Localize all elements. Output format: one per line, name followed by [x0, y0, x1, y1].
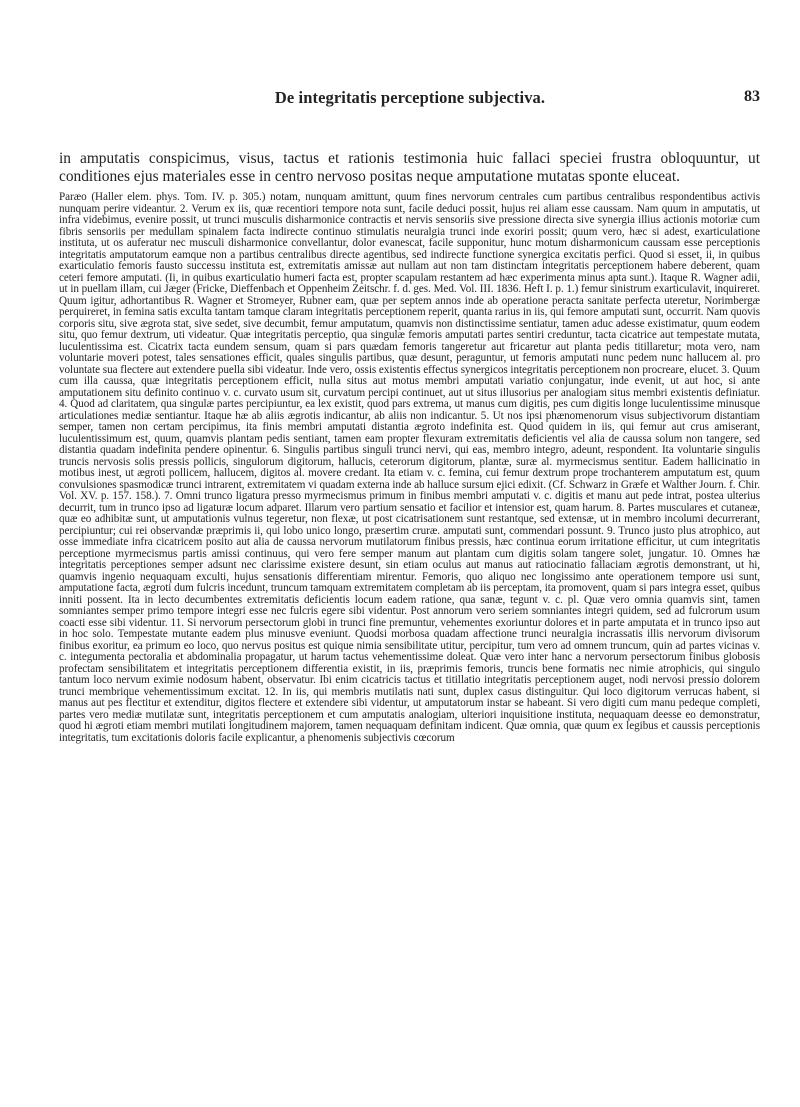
- footnote-paragraph: Paræo (Haller elem. phys. Tom. IV. p. 305.) notam, nunquam amittunt, quum fines nervorum centrales cum partibus centralibus respondentibus activis nunquam perire videantur. 2. Verum ex iis, quæ recentiori tempore nota sunt, facile deduci possit, hujus rei aliam esse caussam. Nam quum in amputatis, ut infra videbimus, evenire possit, ut trunci musculis disharmonice contractis et nervis sensoriis sive pressione directa sive synergia illius actionis motoriæ cum fibris sensoriis per medullam spinalem facta indirecte continuo stimulatis neuralgia trunci inde exoriri possit; quum vero, hæc si adest, exarticulatione instituta, ut os auferatur nec musculi disharmonice convellantur, dolor evanescat, facile supponitur, hunc motum disharmonicum caussam esse perceptionis integritatis amputatorum eamque non a partibus centralibus directe agentibus, sed indirecte functione synergica excitatis perfici. Quod si esset, ii, in quibus exarticulatio femoris fausto successu instituta est, extremitatis amissæ aut nullam aut non tam distinctam integritatis perceptionem habere deberent, quam ceteri femore amputati. (Ii, in quibus exarticulatio humeri facta est, propter scapulam restantem ad hæc experimenta minus apta sunt.). Itaque R. Wagner adii, ut in puellam illam, cui Jæger (Fricke, Dieffenbach et Oppenheim Zeitschr. f. d. ges. Med. Vol. III. 1836. Heft I. p. 1.) femur sinistrum exarticulavit, inquireret. Quum igitur, adhortantibus R. Wagner et Stromeyer, Rubner eam, quæ per septem annos inde ab operatione peracta sanitate perfecta uteretur, Norimbergæ perquireret, in femina satis exculta tantam tamque claram integritatis perceptionem reperit, quanta rarius in iis, qui femore amputati sunt, occurrit. Nam quovis corporis situ, sive ægrota stat, sive sedet, sive decumbit, femur amputatum, quamvis non distinctissime sentiatur, tamen aduc adesse existimatur, quum eodem situ, quo femur dextrum, uti videatur. Quæ integritatis perceptio, qua singulæ femoris amputati partes sentiri creduntur, tacta cicatrice aut tempestate mutata, luculentissima est. Cicatrix tacta eundem sensum, quam si pars quædam femoris tangeretur aut fricaretur aut planta pedis titillaretur; mota vero, nam voluntarie moveri potest, tales sensationes efficit, quales singulis partibus, quæ desunt, peraguntur, ut femoris amputati nunc pedem nunc hallucem al. pro voluntate sua flectere aut extendere puella sibi videatur. Inde vero, ossis existentis effectus synergicos integritatis perceptionem non procreare, elucet. 3. Quum cum illa caussa, quæ integritatis perceptionem efficit, nulla situs aut motus membri amputati variatio conjungatur, inde evenit, ut aut hoc, si ante amputationem situ definito continuo v. c. curvato usum sit, curvatum percipi continuet, aut ut situs illusorius per analogiam situs membri existentis definiatur. 4. Quod ad claritatem, qua singulæ partes percipiuntur, ea lex existit, quod pars extrema, ut manus cum digitis, pes cum digitis longe luculentissime minusque articulationes mediæ sentiantur. Itaque hæ ab aliis ægrotis indicantur, ab aliis non indicantur. 5. Ut nos ipsi phænomenorum visus subjectivorum distantiam semper, tamen non certam percipimus, ita finis membri amputati distantia ægroto indefinita est. Quod quidem in iis, qui femur aut crus amiserant, luculentissimum est, quum, quamvis plantam pedis sentiant, tamen eam propter flexuram extremitatis deficientis vel alia de caussa solum non tangere, sed distantia quadam indefinita pendere opinentur. 6. Singulis partibus singuli trunci nervi, qui eas, membro integro, adeunt, respondent. Ita voluntarie singulis truncis nervosis solis pressis pollicis, singulorum digitorum, hallucis, ceterorum digitorum, plantæ, suræ al. myrmecismus sentitur. Eadem hallicinatio in motibus inest, ut ægroti pollicem, hallucem, digitos al. movere credant. Ita etiam v. c. femina, cui femur dextrum prope trochanterem amputatum est, quum convulsiones spasmodicæ trunci intrarent, extremitatem vi quadam externa inde ab halluce sursum ejici edixit. (Cf. Schwarz in Græfe et Walther Journ. f. Chir. Vol. XV. p. 157. 158.). 7. Omni trunco ligatura presso myrmecismus primum in finibus membri amputati v. c. digitis et manu aut pede intrat, postea ulterius decurrit, tum in trunco ipso ad ligaturæ locum adparet. Illarum vero partium sensatio et facilior et intensior est, quam harum. 8. Partes musculares et cutaneæ, quæ eo adhibitæ sunt, ut amputationis vulnus tegeretur, non flexæ, ut post cicatrisationem sunt restantque, sed extensæ, ut in membro incolumi decurrerant, percipiuntur; cui rei observandæ præprimis ii, qui lobo unico longo, præsertim cruræ. amputati sunt, commendari possunt. 9. Trunco justo plus atrophico, aut osse immediate infra cicatricem posito aut alia de caussa nervorum mutilatorum finibus pressis, hæc continua eorum irritatione efficitur, ut cum integritatis perceptione myrmecismus partis amissi continuus, qui vero fere semper manum aut plantam cum digitis solam tangere solet, jungatur. 10. Omnes hæ integritatis perceptiones semper adsunt nec clarissime existere desunt, sin etiam oculus aut manus aut ratiocinatio fallaciam ægrotis demonstrant, ut hi, quamvis ingenio nequaquam exculti, hujus sensationis differentiam mirentur. Femoris, quo aliquo nec longissimo ante operationem tempore usi sunt, amputatione facta, ægroti dum fulcris incedunt, truncum tamquam extremitatem completam ab iis perceptam, ita promovent, quam si pars integra esset, quibus inniti possent. Ita in lecto decumbentes extremitatis deficientis locum eadem ratione, qua sanæ, tegunt v. c. pl. Quæ vero omnia quamvis sint, tamen somniantes semper primo tempore integri esse nec fulcris egere sibi videntur. Post annorum vero seriem somniantes integri quidem, sed ad fulcrorum usum coacti esse sibi videntur. 11. Si nervorum persectorum globi in trunci fine premuntur, vehementes exoriuntur dolores et in parte amputata et in trunco ipso aut in hoc solo. Tempestate mutante eadem plus minusve eveniunt. Quodsi morbosa quadam affectione trunci neuralgia incrassatis illis nervorum divisorum finibus exoritur, ea primum eo loco, quo nervus positus est quique nimia sensibilitate utitur, percipitur, tum vero ad omnem truncum, quin ad partes vicinas v. c. integumenta pectoralia et abdominalia propagatur, ut harum tactus vehementissime doleat. Quæ vero inter hanc a nervorum persectorum finibus globosis profectam sensibilitatem et integritatis perceptionem differentia existit, in iis, præprimis femoris, truncis bene formatis nec nimie atrophicis, qui singulo tantum loco nervum eximie nodosum habent, observatur. Ibi enim cicatricis tactus et titillatio integritatis perceptionem auget, nodi nervosi pressio dolorem trunci membrique vehementissimum excitat. 12. In iis, qui membris mutilatis nati sunt, duplex casus distinguitur. Qui loco digitorum verrucas habent, si manus aut pes flectitur et extenditur, digitos flectere et extendere sibi videntur, ut amputatorum instar se habeant. Si vero digiti cum manu pedeque completi, partes vero mediæ mutilatæ sunt, integritatis perceptionem et cum amputatis analogiam, ulteriori inquisitione instituta, nequaquam deesse eo demonstratur, quod hi ægroti etiam membri mutilati longitudinem majorem, tamen nequaquam definitam indicent. Quæ omnia, quæ quum ex legibus et caussis perceptionis integritatis, tum excitationis doloris facile explicantur, a phenomenis subjectivis cœcorum: [59, 191, 760, 744]
- page-header: [60, 88, 760, 112]
- lead-paragraph: in amputatis conspicimus, visus, tactus et rationis testimonia huic fallaci speciei frustra obloquuntur, ut conditiones ejus materiales esse in centro nervoso positas neque amputatione mutatas sponte eluceat.: [59, 150, 760, 185]
- page-number: 83: [744, 88, 760, 105]
- running-title: De integritatis perceptione subjectiva.: [274, 88, 546, 107]
- footnotes-block: [59, 192, 760, 744]
